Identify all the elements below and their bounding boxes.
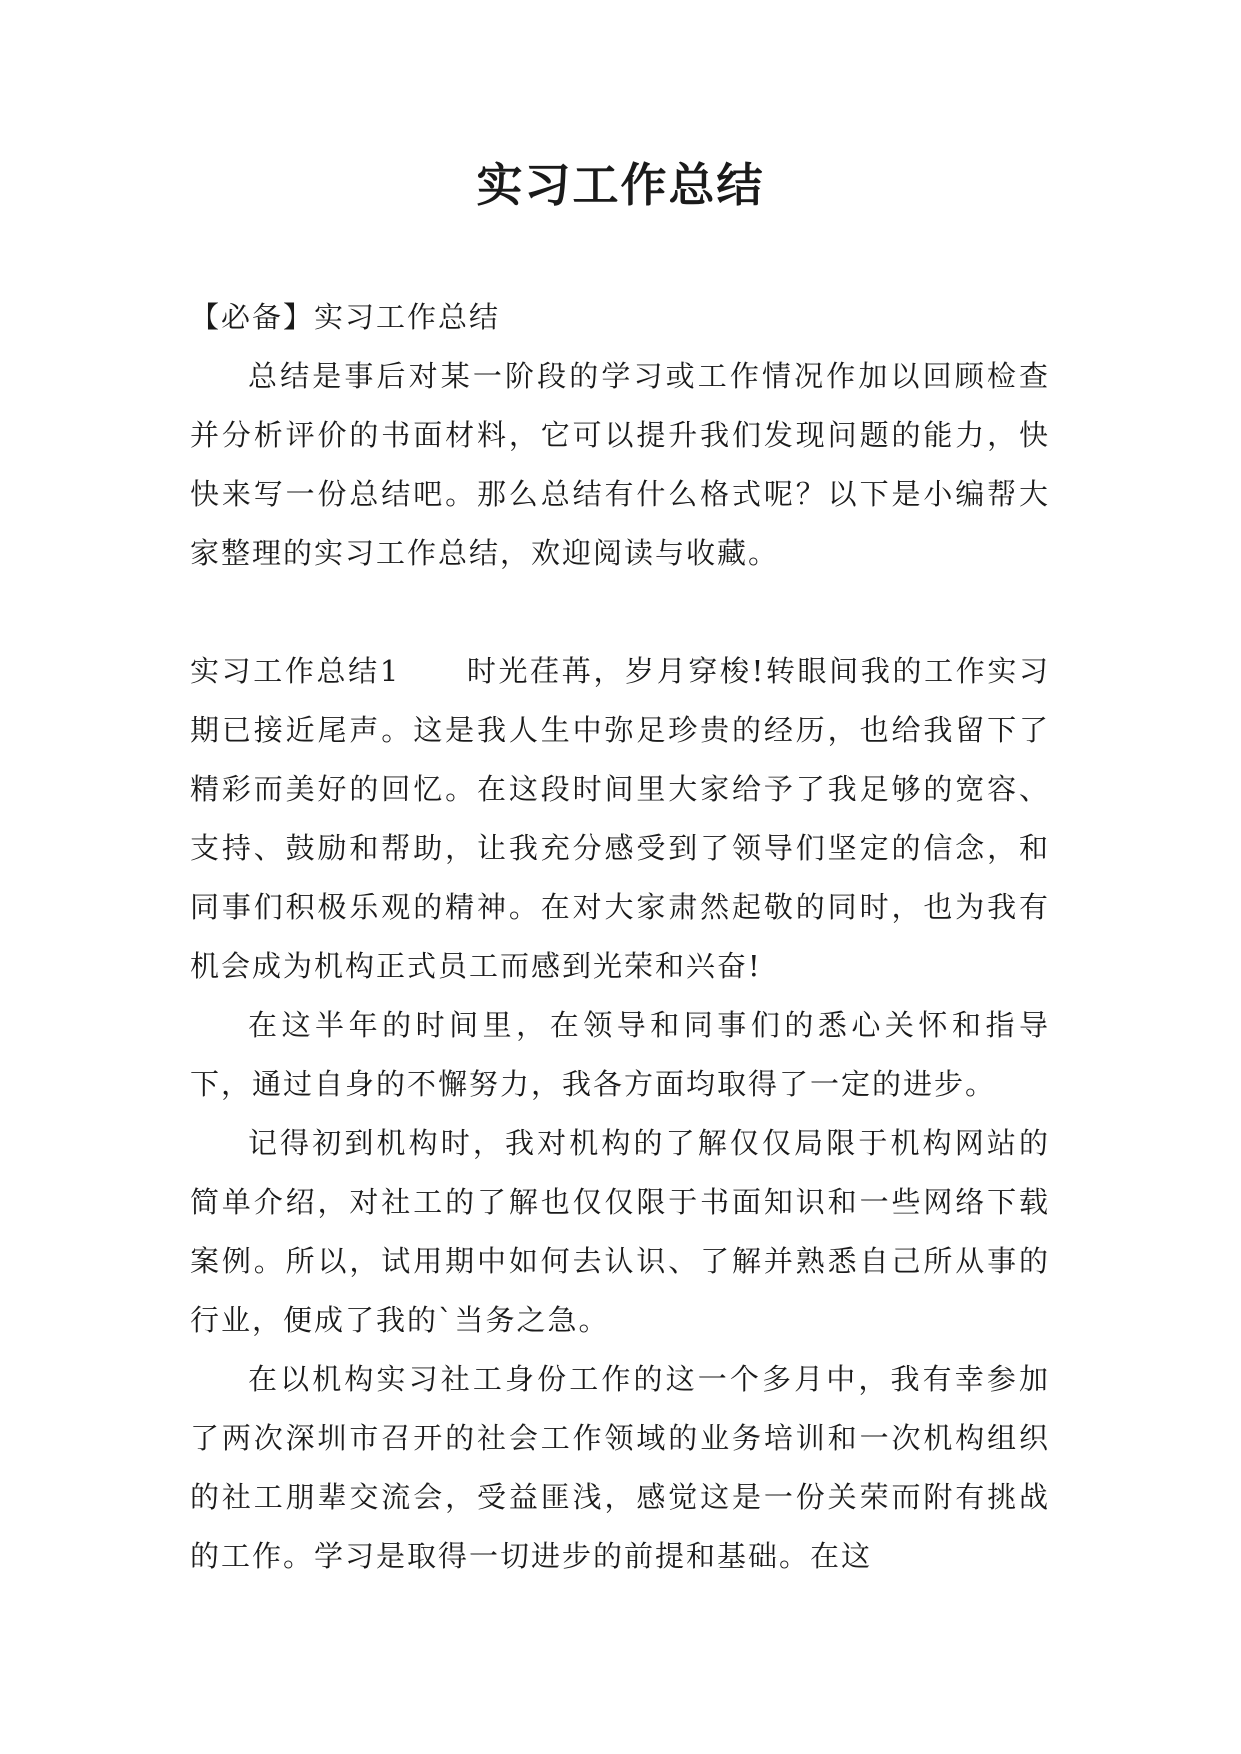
section-1-first-paragraph-text: 时光荏苒，岁月穿梭!转眼间我的工作实习期已接近尾声。这是我人生中弥足珍贵的经历，也给我留下了精彩而美好的回忆。在这段时间里大家给予了我足够的宽容、支持、鼓励和帮助，让我充分感受到了领导们坚定的信念，和同事们积极乐观的精神。在对大家肃然起敬的同时，也为我有机会成为机构正式员工而感到光荣和兴奋! (190, 654, 1050, 983)
section-1-paragraph: 在这半年的时间里，在领导和同事们的悉心关怀和指导下，通过自身的不懈努力，我各方面均取得了一定的进步。 (190, 1008, 1050, 1101)
document-subtitle: 【必备】实习工作总结 (190, 300, 501, 334)
section-1-heading: 实习工作总结1 (190, 654, 401, 688)
section-1-paragraph: 在以机构实习社工身份工作的这一个多月中，我有幸参加了两次深圳市召开的社会工作领域的业务培训和一次机构组织的社工朋辈交流会，受益匪浅，感觉这是一份关荣而附有挑战的工作。学习是取得一切进步的前提和基础。在这 (190, 1362, 1050, 1573)
intro-paragraph: 总结是事后对某一阶段的学习或工作情况作加以回顾检查并分析评价的书面材料，它可以提升我们发现问题的能力，快快来写一份总结吧。那么总结有什么格式呢？以下是小编帮大家整理的实习工作总结，欢迎阅读与收藏。 (190, 359, 1050, 570)
document-title: 实习工作总结 (476, 158, 765, 212)
document-body (190, 288, 1050, 1586)
section-1-paragraph: 记得初到机构时，我对机构的了解仅仅局限于机构网站的简单介绍，对社工的了解也仅仅限于书面知识和一些网络下载案例。所以，试用期中如何去认识、了解并熟悉自己所从事的行业，便成了我的`当务之急。 (190, 1126, 1050, 1337)
section-1-first-paragraph (190, 642, 1050, 996)
